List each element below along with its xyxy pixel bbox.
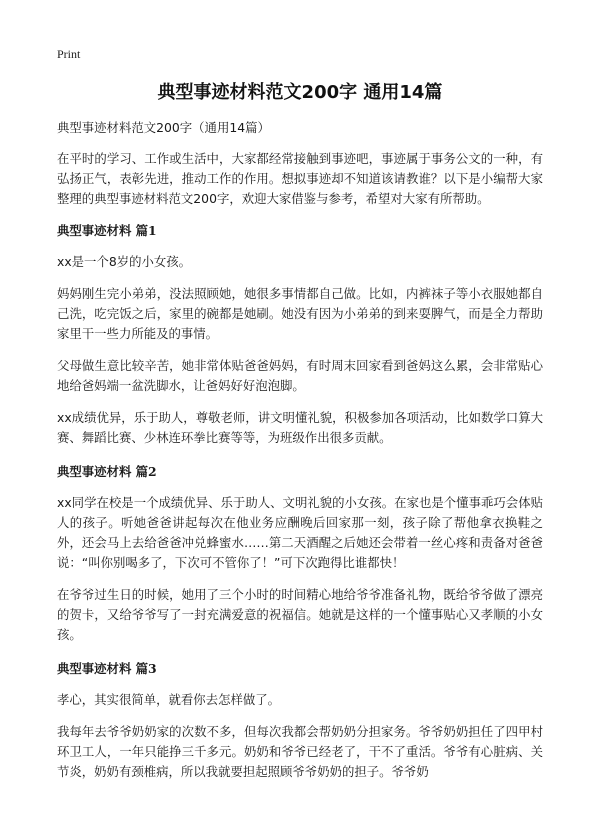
section-3-paragraph-1: 孝心，其实很简单，就看你去怎样做了。 (57, 692, 281, 707)
section-2-paragraph-2: 在爷爷过生日的时候，她用了三个小时的时间精心地给爷爷准备礼物，既给爷爷做了漂亮的贺卡，又给爷爷写了一封充满爱意的祝福信。她就是这样的一个懂事贴心又孝顺的小女孩。 (57, 587, 543, 642)
section-1-paragraph-2: 妈妈刚生完小弟弟，没法照顾她，她很多事情都自己做。比如，内裤袜子等小衣服她都自己洗，吃完饭之后，家里的碗都是她刷。她没有因为小弟弟的到来耍脾气，而是全力帮助家里干一些力所能及的事情。 (57, 286, 543, 341)
section-heading-1: 典型事迹材料 篇1 (57, 223, 157, 238)
section-1-paragraph-1: xx是一个8岁的小女孩。 (57, 254, 192, 269)
print-link[interactable]: Print (57, 47, 81, 61)
section-heading-3: 典型事迹材料 篇3 (57, 661, 157, 676)
intro-paragraph: 在平时的学习、工作或生活中，大家都经常接触到事迹吧，事迹属于事务公文的一种，有弘扬正气，表彰先进，推动工作的作用。想拟事迹却不知道该请教谁？以下是小编帮大家整理的典型事迹材料范文200字，欢迎大家借鉴与参考，希望对大家有所帮助。 (57, 151, 543, 206)
section-2-paragraph-1: xx同学在校是一个成绩优异、乐于助人、文明礼貌的小女孩。在家也是个懂事乖巧会体贴人的孩子。听她爸爸讲起每次在他业务应酬晚后回家那一刻，孩子除了帮他拿衣换鞋之外，还会马上去给爸爸冲兑蜂蜜水……第二天酒醒之后她还会带着一丝心疼和责备对爸爸说：“叫你别喝多了，下次可不管你了！”可下次跑得比谁都快！ (57, 495, 543, 570)
article-subtitle: 典型事迹材料范文200字（通用14篇） (57, 120, 270, 135)
page-title: 典型事迹材料范文200字 通用14篇 (157, 82, 443, 103)
section-3-paragraph-2: 我每年去爷爷奶奶家的次数不多，但每次我都会帮奶奶分担家务。爷爷奶奶担任了四甲村环卫工人，一年只能挣三千多元。奶奶和爷爷已经老了，干不了重活。爷爷有心脏病、关节炎，奶奶有颈椎病，所以我就要担起照顾爷爷奶奶的担子。爷爷奶 (57, 724, 543, 779)
article-body (57, 118, 543, 794)
section-1-paragraph-4: xx成绩优异，乐于助人，尊敬老师，讲文明懂礼貌，积极参加各项活动，比如数学口算大赛、舞蹈比赛、少林连环拳比赛等等，为班级作出很多贡献。 (57, 410, 543, 445)
section-heading-2: 典型事迹材料 篇2 (57, 464, 157, 479)
section-1-paragraph-3: 父母做生意比较辛苦，她非常体贴爸爸妈妈，有时周末回家看到爸妈这么累，会非常贴心地给爸妈端一盆洗脚水，让爸妈好好泡泡脚。 (57, 358, 543, 393)
